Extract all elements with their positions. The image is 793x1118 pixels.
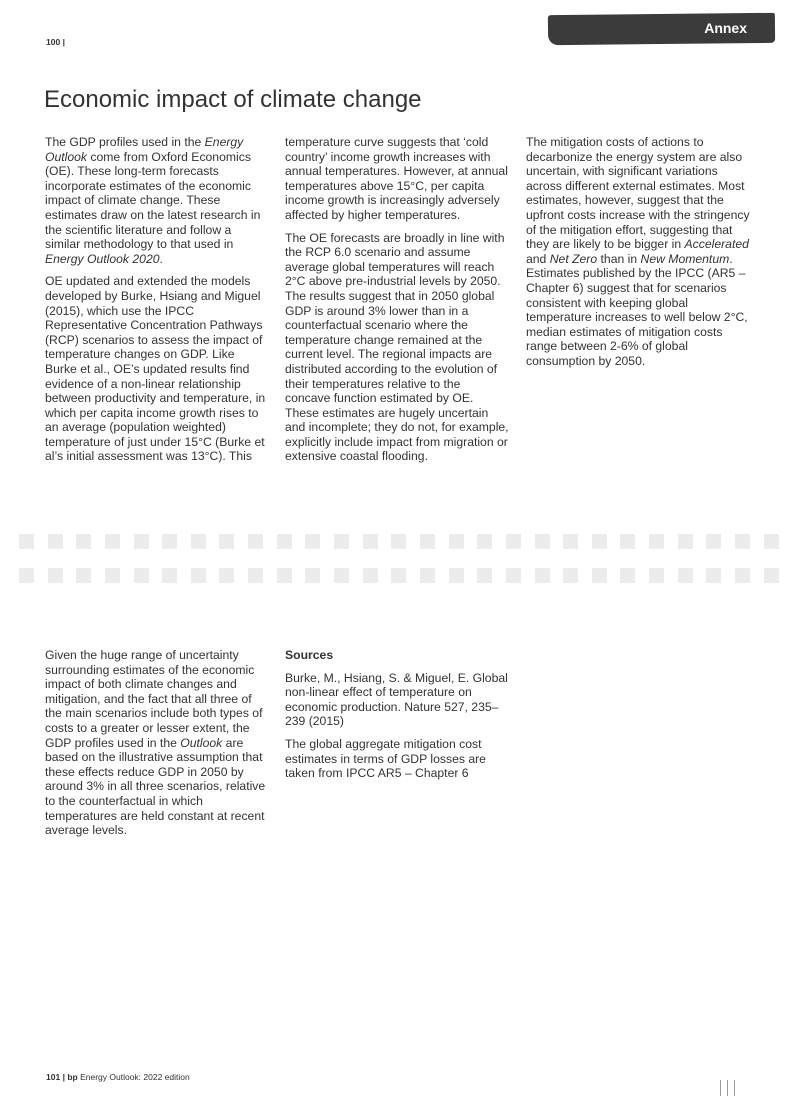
paragraph: OE updated and extended the models developed by Burke, Hsiang and Miguel (2015), which use the IPCC Representative Concentration Pathways (RCP) scenarios to assess the impact of temperature changes on GDP. Like Burke et al., OE’s updated results find evidence of a non-linear relationship between productivity and temperature, in which per capita income growth rises to an average (population weighted) temperature of just under 15°C (Burke et al’s initial assessment was 13°C). This [45,274,266,464]
text-column-2 [285,135,509,472]
paragraph: The mitigation costs of actions to decarbonize the energy system are also uncertain, with significant variations across different external estimates. Most estimates, however, suggest that the upfront costs increase with the stringency of the mitigation effort, suggesting that they are likely to be bigger in Accelerated and Net Zero than in New Momentum. Estimates published by the IPCC (AR5 – Chapter 6) suggest that for scenarios consistent with keeping global temperature increases to well below 2°C, median estimates of mitigation costs range between 2-6% of global consumption by 2050. [526,135,750,368]
page-number: 100 [46,37,61,47]
footer-publication: Energy Outlook: 2022 edition [80,1072,190,1082]
text-column-1 [45,135,269,472]
footer-brand: bp [67,1072,78,1082]
decorative-squares-row [19,534,779,550]
paragraph: The OE forecasts are broadly in line with the RCP 6.0 scenario and assume average global temperatures will reach 2°C above pre-industrial levels by 2050. The results suggest that in 2050 global GDP is around 3% lower than in a counterfactual scenario where the temperature change remained at the current level. The regional impacts are distributed according to the evolution of their temperatures relative to the concave function estimated by OE. These estimates are hugely uncertain and incomplete; they do not, for example, explicitly include impact from migration or extensive coastal flooding. [285,230,509,464]
section-tab-label: Annex [704,20,747,36]
paragraph: The GDP profiles used in the Energy Outlook come from Oxford Economics (OE). These long-term forecasts incorporate estimates of the economic impact of climate change. These estimates draw on the latest research in the scientific literature and follow a similar methodology to that used in Energy Outlook 2020. [45,135,261,266]
footer-page-number: 101 [46,1072,61,1082]
sources-heading: Sources [285,648,334,662]
page-title: Economic impact of climate change [44,86,422,113]
footer-separator: | [62,1072,65,1082]
sources-column [285,648,509,789]
text-column-3 [526,135,750,377]
decorative-squares-row [19,568,779,584]
source-item: The global aggregate mitigation cost estimates in terms of GDP losses are taken from IPCC AR5 – Chapter 6 [285,736,486,781]
source-item: Burke, M., Hsiang, S. & Miguel, E. Global non-linear effect of temperature on economic production. Nature 527, 235–239 (2015) [285,670,508,729]
page-nav-bars-icon [720,1080,735,1096]
text-column-4 [45,648,269,846]
footer [46,1072,190,1082]
paragraph: temperature curve suggests that ‘cold country’ income growth increases with annual temperatures. However, at annual temperatures above 15°C, per capita income growth is increasingly adversely affected by higher temperatures. [285,135,508,222]
page-number-top [46,37,65,47]
page-number-separator: | [62,37,65,47]
paragraph: Given the huge range of uncertainty surrounding estimates of the economic impact of both climate changes and mitigation, and the fact that all three of the main scenarios include both types of costs to a greater or lesser extent, the GDP profiles used in the Outlook are based on the illustrative assumption that these effects reduce GDP in 2050 by around 3% in all three scenarios, relative to the counterfactual in which temperatures are held constant at recent average levels. [45,648,266,838]
